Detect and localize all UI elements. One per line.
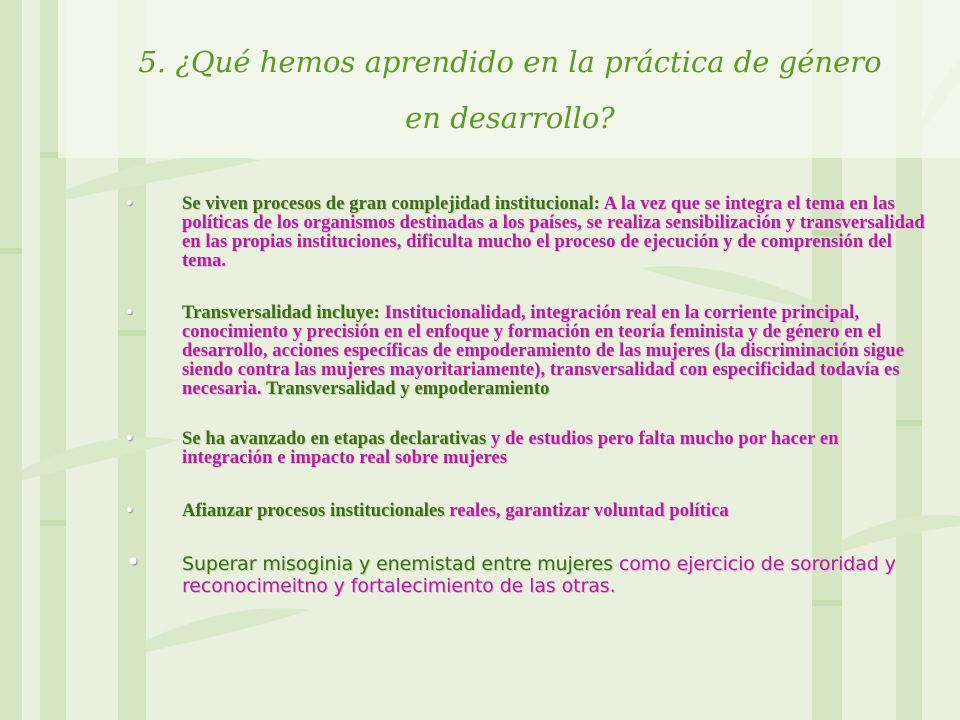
bullet-dot-icon: •	[126, 548, 141, 576]
bullet-item	[126, 430, 932, 468]
bullet-item	[126, 502, 932, 521]
bullet-body-text: Institucionalidad, integración real en la corriente principal, conocimiento y precisión en el enfoque y formación en teoría feminista y de género en el desarrollo, acciones específicas de empoderamiento de las mujeres (la discriminación sigue siendo contra las mujeres mayoritariamente), transversalidad con especificidad todavía es necesaria.	[182, 303, 905, 399]
bullet-tail-text: Transversalidad y empoderamiento	[261, 379, 550, 399]
slide-title	[60, 34, 960, 146]
bullet-body-text: y de estudios pero falta mucho por hacer en integración e impacto real sobre mujeres	[182, 429, 839, 468]
title-line-2: en desarrollo?	[405, 101, 615, 135]
bullet-lead-text: Se ha avanzado en etapas declarativas	[182, 429, 487, 449]
bullet-lead-text: Se viven procesos de gran complejidad institucional:	[182, 194, 601, 214]
bullet-body-text: reales, garantizar voluntad política	[444, 501, 729, 521]
bullet-dot-icon: •	[126, 429, 133, 449]
bullet-lead-text: Superar misoginia y enemistad entre mujeres	[182, 553, 613, 575]
bullet-lead-text: Afianzar procesos institucionales	[182, 501, 445, 521]
bullet-lead-text: Transversalidad incluye:	[182, 303, 380, 323]
bullet-dot-icon: •	[126, 303, 133, 323]
bullet-dot-icon: •	[126, 194, 133, 214]
bullet-dot-icon: •	[126, 501, 133, 521]
bullet-item	[126, 304, 932, 399]
bullet-item	[126, 195, 932, 271]
bullet-body-text: como ejercicio de sororidad y reconocimeitno y fortalecimiento de las otras.	[182, 553, 896, 597]
bullet-list	[126, 195, 932, 597]
bullet-item	[126, 548, 932, 597]
bullet-body-text: A la vez que se integra el tema en las políticas de los organismos destinadas a los países, se realiza sensibilización y transversalidad en las propias instituciones, dificulta mucho el proceso de ejecución y de comprensión del tema.	[182, 194, 925, 271]
title-line-1: 5. ¿Qué hemos aprendido en la práctica de género	[138, 45, 882, 79]
